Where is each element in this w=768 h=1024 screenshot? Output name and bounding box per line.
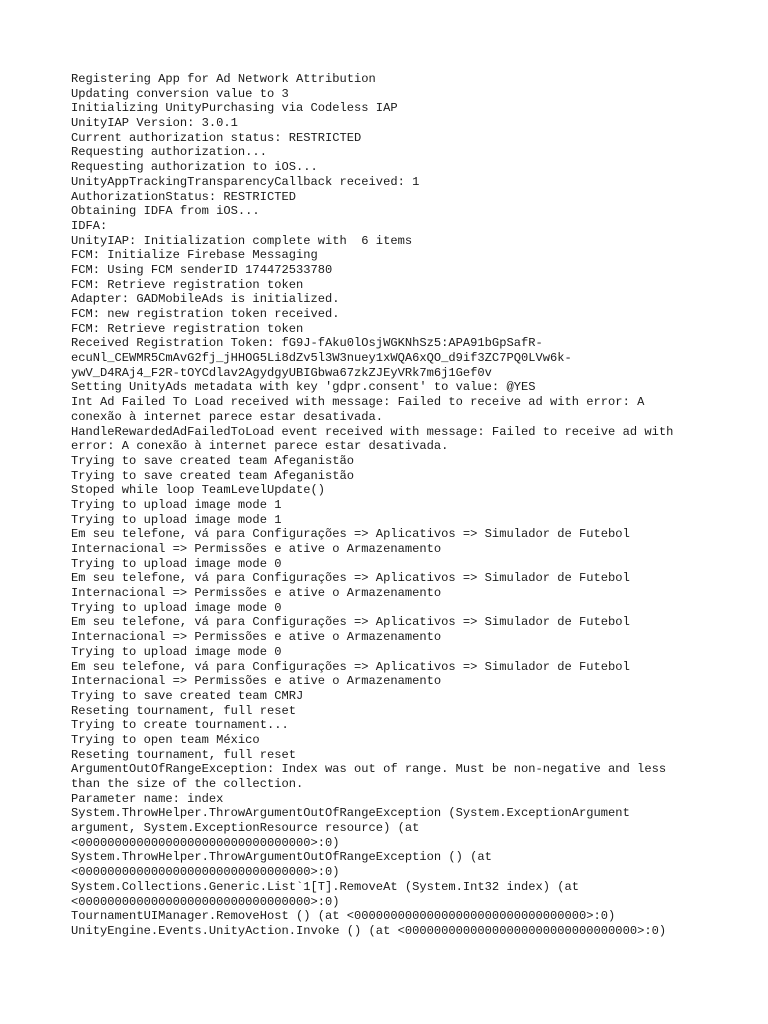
log-line: Trying to upload image mode 1 — [71, 497, 282, 512]
log-line: UnityEngine.Events.UnityAction.Invoke () (at <00000000000000000000000000000000>:0) — [71, 923, 667, 938]
log-line: Received Registration Token: fG9J-fAku0lOsjWGKNhSz5:APA91bGpSafR- — [71, 336, 543, 351]
log-line: <00000000000000000000000000000000>:0) — [71, 894, 340, 909]
log-output — [71, 72, 711, 939]
log-line: AuthorizationStatus: RESTRICTED — [71, 189, 296, 204]
log-line: Obtaining IDFA from iOS... — [71, 204, 260, 219]
log-line: Adapter: GADMobileAds is initialized. — [71, 292, 340, 307]
log-line: UnityIAP Version: 3.0.1 — [71, 116, 238, 131]
log-line: Internacional => Permissões e ative o Armazenamento — [71, 586, 442, 601]
log-line: TournamentUIManager.RemoveHost () (at <00000000000000000000000000000000>:0) — [71, 909, 616, 924]
log-line: Reseting tournament, full reset — [71, 703, 296, 718]
log-line: System.Collections.Generic.List`1[T].RemoveAt (System.Int32 index) (at — [71, 879, 580, 894]
log-line: FCM: Retrieve registration token — [71, 321, 304, 336]
log-line: Trying to upload image mode 0 — [71, 600, 282, 615]
log-line: Trying to save created team CMRJ — [71, 688, 304, 703]
log-line: Reseting tournament, full reset — [71, 747, 296, 762]
log-line: Initializing UnityPurchasing via Codeless IAP — [71, 101, 398, 116]
log-line: Em seu telefone, vá para Configurações => Aplicativos => Simulador de Futebol — [71, 527, 630, 542]
log-line: Requesting authorization... — [71, 145, 267, 160]
log-line: <00000000000000000000000000000000>:0) — [71, 865, 340, 880]
log-line: Int Ad Failed To Load received with message: Failed to receive ad with error: A — [71, 395, 645, 410]
log-line: UnityIAP: Initialization complete with 6 items — [71, 233, 413, 248]
log-line: Em seu telefone, vá para Configurações => Aplicativos => Simulador de Futebol — [71, 615, 630, 630]
log-line: Trying to create tournament... — [71, 718, 289, 733]
log-line: Setting UnityAds metadata with key 'gdpr.consent' to value: @YES — [71, 380, 536, 395]
log-line: Internacional => Permissões e ative o Armazenamento — [71, 674, 442, 689]
log-line: Trying to save created team Afeganistão — [71, 468, 355, 483]
log-line: ywV_D4RAj4_F2R-tOYCdlav2AgydgyUBIGbwa67zkZJEyVRk7m6j1Gef0v — [71, 365, 492, 380]
log-line: IDFA: — [71, 218, 108, 233]
log-line: ArgumentOutOfRangeException: Index was out of range. Must be non-negative and less — [71, 762, 667, 777]
log-line: Trying to upload image mode 0 — [71, 644, 282, 659]
log-line: FCM: new registration token received. — [71, 307, 340, 321]
log-line: UnityAppTrackingTransparencyCallback received: 1 — [71, 174, 420, 189]
log-line: System.ThrowHelper.ThrowArgumentOutOfRangeException (System.ExceptionArgument — [71, 806, 630, 821]
log-line: FCM: Using FCM senderID 174472533780 — [71, 262, 333, 277]
log-line: argument, System.ExceptionResource resource) (at — [71, 821, 420, 836]
log-line: conexão à internet parece estar desativada. — [71, 409, 384, 424]
log-line: <00000000000000000000000000000000>:0) — [71, 835, 340, 850]
log-line: Trying to open team México — [71, 732, 260, 747]
log-line: Internacional => Permissões e ative o Armazenamento — [71, 630, 442, 645]
log-line: Em seu telefone, vá para Configurações => Aplicativos => Simulador de Futebol — [71, 659, 630, 674]
log-line: FCM: Retrieve registration token — [71, 277, 304, 292]
log-line: Em seu telefone, vá para Configurações => Aplicativos => Simulador de Futebol — [71, 571, 630, 586]
log-line: ecuNl_CEWMR5CmAvG2fj_jHHOG5Li8dZv5l3W3nuey1xWQA6xQO_d9if3ZC7PQ0LVw6k- — [71, 351, 572, 366]
log-line: than the size of the collection. — [71, 777, 304, 791]
log-line: error: A conexão à internet parece estar desativada. — [71, 439, 449, 454]
log-line: Parameter name: index — [71, 791, 224, 806]
log-line: FCM: Initialize Firebase Messaging — [71, 248, 318, 263]
log-line: Updating conversion value to 3 — [71, 86, 289, 101]
log-line: Stoped while loop TeamLevelUpdate() — [71, 483, 326, 498]
log-line: Trying to save created team Afeganistão — [71, 453, 355, 468]
log-line: Current authorization status: RESTRICTED — [71, 130, 362, 145]
log-line: Trying to upload image mode 1 — [71, 512, 282, 527]
log-line: Requesting authorization to iOS... — [71, 160, 318, 175]
log-line: HandleRewardedAdFailedToLoad event received with message: Failed to receive ad with — [71, 424, 674, 439]
log-line: System.ThrowHelper.ThrowArgumentOutOfRangeException () (at — [71, 850, 492, 865]
log-line: Registering App for Ad Network Attribution — [71, 72, 376, 86]
log-line: Trying to upload image mode 0 — [71, 556, 282, 571]
log-line: Internacional => Permissões e ative o Armazenamento — [71, 542, 442, 556]
